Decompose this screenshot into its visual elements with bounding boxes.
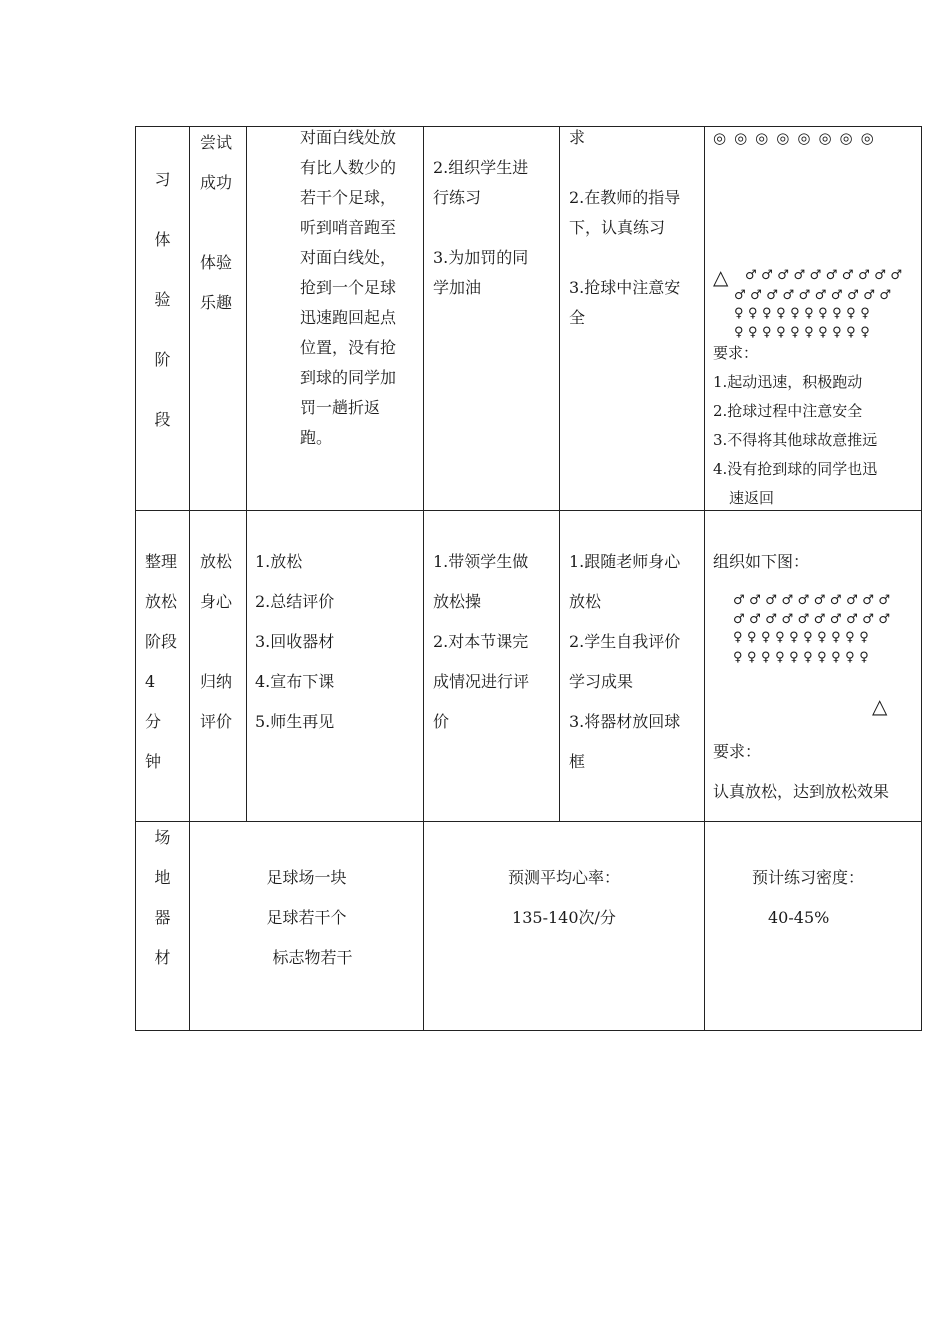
row-divider-2 — [135, 821, 922, 822]
goal-row2: 放松 身心 归纳 评价 — [200, 552, 233, 731]
male-students-row: ♂♂♂♂♂♂♂♂♂♂ — [745, 268, 907, 283]
teacher-triangle-icon-row2: △ — [872, 694, 888, 718]
requirements-title-row2: 要求： — [713, 742, 762, 761]
female-students-row-2: ♀♀♀♀♀♀♀♀♀♀ — [734, 325, 875, 340]
goal-row1: 尝试 成功 体验 乐趣 — [200, 133, 233, 312]
female-students-row2-a: ♀♀♀♀♀♀♀♀♀♀ — [733, 630, 874, 645]
teacher-activity-row1: 2.组织学生进 行练习 3.为加罚的同 学加油 — [433, 158, 529, 297]
stage-label-row1: 习 体 验 阶 段 — [154, 170, 171, 429]
teacher-triangle-icon: △ — [713, 265, 729, 289]
female-students-row2-b: ♀♀♀♀♀♀♀♀♀♀ — [733, 650, 874, 665]
male-students-row2-b: ♂♂♂♂♂♂♂♂♂♂ — [733, 612, 895, 627]
organization-title-row2: 组织如下图： — [713, 552, 810, 571]
teacher-activity-row2: 1.带领学生做 放松操 2.对本节课完 成情况进行评 价 — [433, 552, 530, 731]
col-divider-goal — [246, 126, 247, 821]
student-activity-row2: 1.跟随老师身心 放松 2.学生自我评价 学习成果 3.将器材放回球 框 — [569, 552, 681, 771]
col-divider-student — [704, 126, 705, 1031]
requirement-text-row2: 认真放松，达到放松效果 — [713, 782, 890, 801]
col-divider-teacher — [559, 126, 560, 821]
requirements-row1: 要求： 1.起动迅速，积极跑动 2.抢球过程中注意安全 3.不得将其他球故意推远 4.没有抢到球的同学也迅 速返回 — [713, 344, 878, 507]
practice-density-forecast: 预计练习密度： 40-45% — [752, 868, 865, 927]
equipment-list: 足球场一块 足球若干个 标志物若干 — [266, 868, 353, 967]
table-right-border — [921, 126, 922, 1031]
male-students-row-2: ♂♂♂♂♂♂♂♂♂♂ — [734, 288, 896, 303]
content-row2: 1.放松 2.总结评价 3.回收器材 4.宣布下课 5.师生再见 — [255, 552, 335, 731]
table-top-border — [135, 126, 922, 127]
venue-equipment-label: 场 地 器 材 — [154, 828, 171, 967]
male-students-row2-a: ♂♂♂♂♂♂♂♂♂♂ — [733, 593, 895, 608]
ball-circles-row: ◎◎◎◎◎◎◎◎ — [713, 129, 882, 147]
content-row1: 对面白线处放 有比人数少的 若干个足球， 听到哨音跑至 对面白线处， 抢到一个足球 迅速跑回起点 位置，没有抢 到球的同学加 罚一趟折返 跑。 — [300, 128, 397, 447]
student-activity-row1: 求 2.在教师的指导 下，认真练习 3.抢球中注意安 全 — [569, 128, 681, 327]
heart-rate-forecast: 预测平均心率： 135-140次/分 — [507, 868, 620, 927]
stage-label-row2: 整理 放松 阶段 4 分 钟 — [145, 552, 178, 771]
female-students-row: ♀♀♀♀♀♀♀♀♀♀ — [734, 306, 875, 321]
table-bottom-border — [135, 1030, 922, 1031]
